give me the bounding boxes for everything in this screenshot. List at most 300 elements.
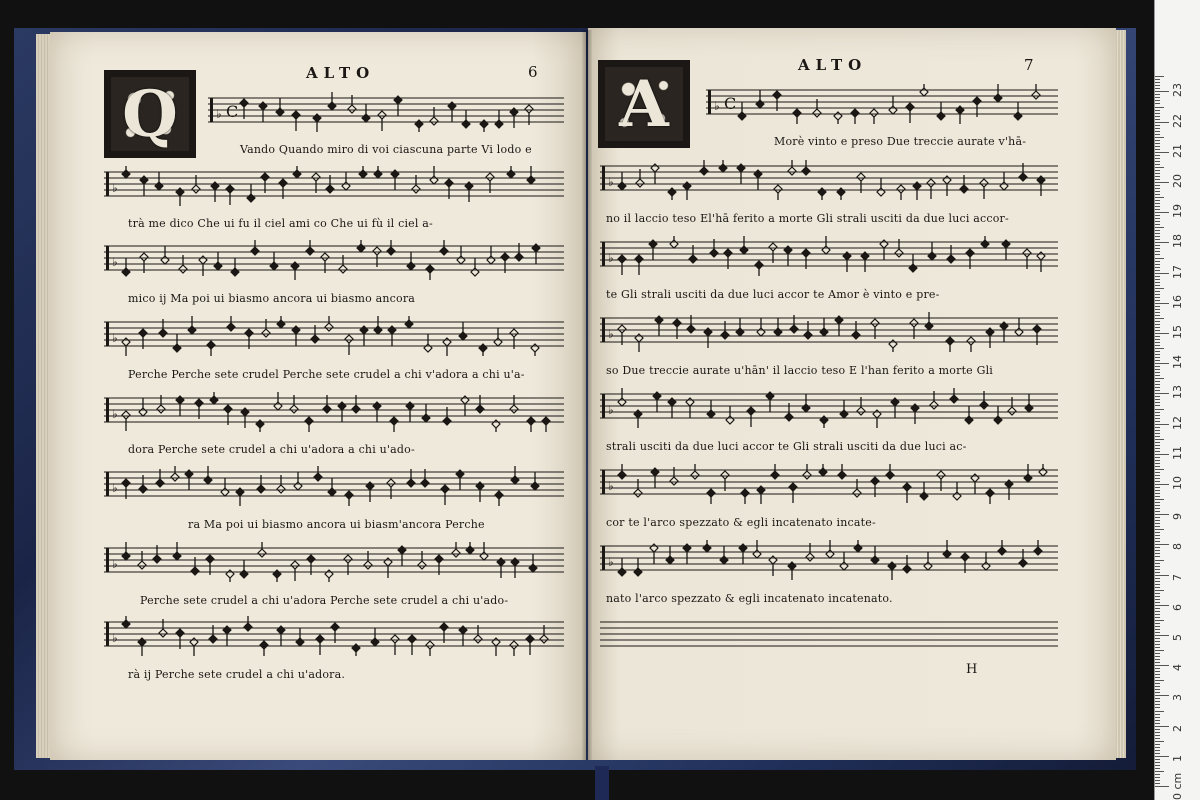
ruler-tick [1155, 110, 1160, 111]
ruler-tick [1155, 738, 1160, 739]
ruler-tick [1155, 363, 1169, 364]
ruler-tick [1155, 629, 1160, 630]
right-lyric-line-7: nato l'arco spezzato & egli incatenato incatenato. [606, 592, 893, 605]
ruler-tick [1155, 242, 1169, 243]
ruler-tick [1155, 774, 1160, 775]
ruler-tick [1155, 747, 1160, 748]
svg-text:♭: ♭ [112, 557, 118, 571]
right-page-header: ALTO [798, 56, 868, 74]
ruler-tick [1155, 442, 1160, 443]
ruler-tick [1155, 188, 1160, 189]
ruler-tick [1155, 321, 1160, 322]
ruler-tick [1155, 762, 1160, 763]
ruler-tick [1155, 674, 1160, 675]
ruler-tick [1155, 378, 1164, 379]
ruler-tick [1155, 433, 1160, 434]
ruler-tick [1155, 424, 1169, 425]
ruler-number: 5 [1171, 634, 1184, 641]
ruler-tick [1155, 460, 1160, 461]
ruler-tick [1155, 366, 1160, 367]
ruler-tick [1155, 578, 1160, 579]
left-initial-letter: Q [122, 76, 178, 152]
ruler-tick [1155, 587, 1160, 588]
right-page-folio: 7 [1024, 56, 1034, 74]
ruler-tick [1155, 532, 1160, 533]
ruler-tick [1155, 490, 1160, 491]
ruler-tick [1155, 717, 1160, 718]
music-staff [600, 236, 1058, 272]
ruler-tick [1155, 563, 1160, 564]
ruler-tick [1155, 656, 1160, 657]
ruler-number: 0 cm [1171, 772, 1184, 800]
ruler-tick [1155, 653, 1160, 654]
ruler-number: 18 [1171, 234, 1184, 249]
ruler-tick [1155, 415, 1160, 416]
ruler-tick [1155, 617, 1160, 618]
ruler-tick [1155, 248, 1160, 249]
ruler-tick [1155, 125, 1160, 126]
ruler-tick [1155, 279, 1160, 280]
ruler-tick [1155, 451, 1160, 452]
ruler-tick [1155, 381, 1160, 382]
ruler-tick [1155, 665, 1169, 666]
left-initial-ornament [104, 70, 196, 158]
ruler-tick [1155, 409, 1164, 410]
ruler-tick [1155, 412, 1160, 413]
ruler-tick [1155, 599, 1160, 600]
ruler-tick [1155, 91, 1169, 92]
ruler-tick [1155, 632, 1160, 633]
ruler-tick [1155, 405, 1160, 406]
ruler-tick [1155, 372, 1160, 373]
ruler-tick [1155, 303, 1169, 304]
ruler-tick [1155, 593, 1160, 594]
ruler-tick [1155, 182, 1169, 183]
ruler-tick [1155, 611, 1160, 612]
ruler-tick [1155, 553, 1160, 554]
ruler-tick [1155, 671, 1160, 672]
ruler-tick [1155, 221, 1160, 222]
left-lyric-line-1: Vando Quando miro di voi ciascuna parte Vi lodo e [240, 143, 532, 156]
ruler-tick [1155, 79, 1160, 80]
ruler-tick [1155, 550, 1160, 551]
ruler-tick [1155, 143, 1160, 144]
ruler-tick [1155, 357, 1160, 358]
right-initial-letter: A [619, 66, 669, 142]
ruler-tick [1155, 569, 1160, 570]
ruler-tick [1155, 297, 1160, 298]
ruler-tick [1155, 233, 1160, 234]
ruler-tick [1155, 439, 1164, 440]
ruler-tick [1155, 741, 1164, 742]
ruler-tick [1155, 128, 1160, 129]
right-lyric-line-1: Morè vinto e preso Due treccie aurate v'hā- [774, 135, 1027, 148]
ruler-tick [1155, 375, 1160, 376]
ruler-number: 23 [1171, 83, 1184, 98]
ruler-number: 22 [1171, 113, 1184, 128]
book-gutter [582, 30, 592, 760]
left-lyric-line-8: rà ij Perche sete crudel a chi u'adora. [128, 668, 346, 681]
ruler-tick [1155, 641, 1160, 642]
ruler-tick [1155, 457, 1160, 458]
ruler-tick [1155, 720, 1160, 721]
ruler-number: 7 [1171, 573, 1184, 581]
ruler-tick [1155, 270, 1160, 271]
right-lyric-line-2: no il laccio teso El'hā ferito a morte Gli strali usciti da due luci accor- [606, 212, 1009, 225]
ruler-tick [1155, 680, 1164, 681]
ruler-tick [1155, 230, 1160, 231]
ruler-tick [1155, 300, 1160, 301]
ruler-tick [1155, 726, 1169, 727]
ruler-tick [1155, 191, 1160, 192]
ruler-tick [1155, 179, 1160, 180]
ruler-tick [1155, 107, 1164, 108]
ruler-tick [1155, 572, 1160, 573]
ruler-tick [1155, 659, 1160, 660]
ruler-tick [1155, 469, 1164, 470]
right-lyric-line-3: te Gli strali usciti da due luci accor te Amor è vinto e pre- [606, 288, 940, 301]
ruler-number: 17 [1171, 264, 1184, 279]
ruler-tick [1155, 584, 1160, 585]
ruler-tick [1155, 765, 1160, 766]
ruler-tick [1155, 215, 1160, 216]
ruler-tick [1155, 463, 1160, 464]
ruler-tick [1155, 330, 1160, 331]
ruler-tick [1155, 134, 1160, 135]
ruler-tick [1155, 430, 1160, 431]
ruler-tick [1155, 605, 1169, 606]
right-lyric-line-4: so Due treccie aurate u'hān' il laccio teso E l'han ferito a morte Gli [606, 364, 994, 377]
ruler-tick [1155, 608, 1160, 609]
ruler-tick [1155, 149, 1160, 150]
ruler-tick [1155, 291, 1160, 292]
ruler-tick [1155, 711, 1164, 712]
ruler-tick [1155, 466, 1160, 467]
ruler-tick [1155, 481, 1160, 482]
left-lyric-line-5: dora Perche sete crudel a chi u'adora a chi u'ado- [128, 443, 415, 456]
ruler-tick [1155, 418, 1160, 419]
ruler-tick [1155, 436, 1160, 437]
svg-text:♭: ♭ [112, 331, 118, 345]
ruler-tick [1155, 88, 1160, 89]
ruler-number: 21 [1171, 143, 1184, 158]
ruler-tick [1155, 626, 1160, 627]
ruler-tick [1155, 535, 1160, 536]
ruler-tick [1155, 523, 1160, 524]
ruler-tick [1155, 729, 1160, 730]
ruler-tick [1155, 327, 1160, 328]
ruler-tick [1155, 448, 1160, 449]
ruler-tick [1155, 97, 1160, 98]
ruler-tick [1155, 285, 1160, 286]
ruler-tick [1155, 635, 1169, 636]
ruler-tick [1155, 777, 1160, 778]
ruler-tick [1155, 695, 1169, 696]
ruler-tick [1155, 614, 1160, 615]
ruler-tick [1155, 701, 1160, 702]
left-page-header: ALTO [306, 64, 376, 82]
ruler-tick [1155, 315, 1160, 316]
ruler-tick [1155, 137, 1164, 138]
right-lyric-line-5: strali usciti da due luci accor te Gli strali usciti da due luci ac- [606, 440, 967, 453]
ruler-tick [1155, 704, 1160, 705]
ruler-tick [1155, 517, 1160, 518]
ruler-tick [1155, 768, 1160, 769]
ruler-number: 11 [1171, 445, 1184, 460]
ruler-tick [1155, 140, 1160, 141]
ruler-tick [1155, 662, 1160, 663]
svg-text:♭: ♭ [112, 255, 118, 269]
ruler-tick [1155, 668, 1160, 669]
ruler-tick [1155, 427, 1160, 428]
ruler-tick [1155, 155, 1160, 156]
ruler-tick [1155, 239, 1160, 240]
ruler-tick [1155, 384, 1160, 385]
ruler-tick [1155, 714, 1160, 715]
ruler-tick [1155, 236, 1160, 237]
ruler-tick [1155, 339, 1160, 340]
ruler-tick [1155, 602, 1160, 603]
ruler-tick [1155, 390, 1160, 391]
ruler-tick [1155, 520, 1160, 521]
ruler-tick [1155, 771, 1164, 772]
ruler-tick [1155, 493, 1160, 494]
right-page-signature: H [966, 662, 978, 677]
ruler-tick [1155, 245, 1160, 246]
music-staff [208, 92, 564, 128]
ruler-tick [1155, 544, 1169, 545]
ruler-tick [1155, 402, 1160, 403]
ruler-tick [1155, 744, 1160, 745]
ruler-number: 14 [1171, 355, 1184, 370]
ruler-tick [1155, 698, 1160, 699]
ruler-tick [1155, 318, 1164, 319]
ruler-number: 15 [1171, 325, 1184, 339]
music-staff [104, 466, 564, 502]
ruler-tick [1155, 251, 1160, 252]
ruler-tick [1155, 212, 1169, 213]
ruler-tick [1155, 647, 1160, 648]
ruler-number: 1 [1171, 754, 1184, 762]
ruler-tick [1155, 309, 1160, 310]
ruler-tick [1155, 194, 1160, 195]
svg-text:♭: ♭ [112, 181, 118, 195]
ruler-tick [1155, 638, 1160, 639]
ruler-tick [1155, 209, 1160, 210]
music-staff [600, 540, 1058, 576]
ruler-tick [1155, 345, 1160, 346]
ruler-tick [1155, 94, 1160, 95]
ruler-tick [1155, 312, 1160, 313]
ruler-tick [1155, 538, 1160, 539]
music-staff [104, 316, 564, 352]
ruler-tick [1155, 176, 1160, 177]
ruler-tick [1155, 514, 1169, 515]
ruler-tick [1155, 399, 1160, 400]
ruler-tick [1155, 732, 1160, 733]
ruler-tick [1155, 487, 1160, 488]
svg-text:C: C [724, 94, 737, 113]
ruler-tick [1155, 692, 1160, 693]
svg-text:♭: ♭ [608, 403, 614, 417]
ruler-tick [1155, 122, 1169, 123]
svg-text:♭: ♭ [608, 327, 614, 341]
ruler-tick [1155, 348, 1164, 349]
music-staff [104, 240, 564, 276]
ruler-tick [1155, 393, 1169, 394]
ruler-tick [1155, 76, 1164, 77]
ruler-tick [1155, 333, 1169, 334]
svg-text:♭: ♭ [608, 555, 614, 569]
ruler-number: 20 [1171, 174, 1184, 188]
ruler-number: 2 [1171, 724, 1184, 732]
ruler-tick [1155, 354, 1160, 355]
right-lyric-line-6: cor te l'arco spezzato & egli incatenato incate- [606, 516, 876, 529]
ruler-number: 13 [1171, 385, 1184, 400]
ruler-tick [1155, 396, 1160, 397]
svg-text:♭: ♭ [112, 481, 118, 495]
ruler-tick [1155, 164, 1160, 165]
ruler-tick [1155, 508, 1160, 509]
ruler-number: 8 [1171, 543, 1184, 551]
ruler-tick [1155, 167, 1164, 168]
left-lyric-line-4: Perche Perche sete crudel Perche sete crudel a chi v'adora a chi u'a- [128, 368, 525, 381]
ruler-tick [1155, 342, 1160, 343]
ruler-tick [1155, 103, 1160, 104]
music-staff [104, 616, 564, 652]
svg-text:♭: ♭ [608, 251, 614, 265]
ruler-tick [1155, 575, 1169, 576]
left-lyric-line-3: mico ij Ma poi ui biasmo ancora ui biasmo ancora [128, 292, 416, 305]
ruler-tick [1155, 526, 1160, 527]
ruler-tick [1155, 566, 1160, 567]
ruler-tick [1155, 750, 1160, 751]
ruler-tick [1155, 85, 1160, 86]
ruler-tick [1155, 203, 1160, 204]
ruler-number: 12 [1171, 415, 1184, 430]
ruler-tick [1155, 161, 1160, 162]
ruler-tick [1155, 620, 1164, 621]
ruler-tick [1155, 707, 1160, 708]
ruler-tick [1155, 267, 1160, 268]
ruler-number: 4 [1171, 664, 1184, 672]
ruler-tick [1155, 581, 1160, 582]
empty-music-staff [600, 616, 1058, 652]
svg-text:♭: ♭ [714, 99, 720, 113]
ruler-number: 6 [1171, 603, 1184, 611]
ruler-tick [1155, 273, 1169, 274]
ruler-tick [1155, 170, 1160, 171]
ruler-tick [1155, 556, 1160, 557]
ruler-tick [1155, 472, 1160, 473]
music-staff [104, 542, 564, 578]
ruler-tick [1155, 306, 1160, 307]
ruler-tick [1155, 590, 1164, 591]
left-lyric-line-2: trà me dico Che ui fu il ciel ami co Che ui fù il ciel a- [128, 217, 433, 230]
ruler-tick [1155, 650, 1164, 651]
music-staff [706, 84, 1058, 120]
music-staff [600, 388, 1058, 424]
ruler-tick [1155, 445, 1160, 446]
ruler-tick [1155, 282, 1160, 283]
ruler-tick [1155, 200, 1160, 201]
ruler-tick [1155, 541, 1160, 542]
left-page-folio: 6 [528, 63, 538, 81]
music-staff [600, 160, 1058, 196]
right-initial-ornament [598, 60, 690, 148]
left-lyric-line-6: ra Ma poi ui biasmo ancora ui biasm'ancora Perche [188, 518, 485, 531]
ruler-tick [1155, 261, 1160, 262]
ruler-tick [1155, 596, 1160, 597]
ruler-tick [1155, 686, 1160, 687]
ruler-tick [1155, 547, 1160, 548]
ruler-tick [1155, 131, 1160, 132]
ruler-tick [1155, 276, 1160, 277]
ruler-tick [1155, 224, 1160, 225]
ruler-tick [1155, 173, 1160, 174]
ruler-tick [1155, 753, 1160, 754]
ruler-tick [1155, 560, 1164, 561]
ruler-number: 3 [1171, 694, 1184, 702]
svg-text:♭: ♭ [216, 107, 222, 121]
ruler-tick [1155, 360, 1160, 361]
ruler-tick [1155, 484, 1169, 485]
ruler-tick [1155, 369, 1160, 370]
svg-text:♭: ♭ [112, 631, 118, 645]
ruler-tick [1155, 146, 1160, 147]
music-staff [104, 392, 564, 428]
ruler-tick [1155, 478, 1160, 479]
ruler-number: 9 [1171, 513, 1184, 521]
svg-text:♭: ♭ [608, 479, 614, 493]
ruler-tick [1155, 511, 1160, 512]
ruler-tick [1155, 421, 1160, 422]
ruler-tick [1155, 218, 1160, 219]
ruler-tick [1155, 152, 1169, 153]
ruler-tick [1155, 387, 1160, 388]
svg-text:C: C [226, 102, 239, 121]
ruler-tick [1155, 254, 1160, 255]
ruler-tick [1155, 783, 1160, 784]
ruler-tick [1155, 780, 1160, 781]
ruler-tick [1155, 336, 1160, 337]
ruler-tick [1155, 288, 1164, 289]
ruler-tick [1155, 756, 1169, 757]
music-staff [104, 166, 564, 202]
ruler-tick [1155, 258, 1164, 259]
ruler-tick [1155, 116, 1160, 117]
ruler-tick [1155, 759, 1160, 760]
ruler-tick [1155, 158, 1160, 159]
ruler-tick [1155, 475, 1160, 476]
ruler-tick [1155, 496, 1160, 497]
ruler-tick [1155, 351, 1160, 352]
ruler-tick [1155, 119, 1160, 120]
ruler-tick [1155, 735, 1160, 736]
ruler-tick [1155, 644, 1160, 645]
ruler-number: 16 [1171, 294, 1184, 309]
ruler-tick [1155, 689, 1160, 690]
spine-strap [595, 766, 609, 800]
ruler-tick [1155, 100, 1160, 101]
ruler-tick [1155, 623, 1160, 624]
ruler-tick [1155, 324, 1160, 325]
ruler-tick [1155, 723, 1160, 724]
ruler-tick [1155, 206, 1160, 207]
ruler-tick [1155, 529, 1164, 530]
ruler-tick [1155, 197, 1164, 198]
ruler-tick [1155, 454, 1169, 455]
